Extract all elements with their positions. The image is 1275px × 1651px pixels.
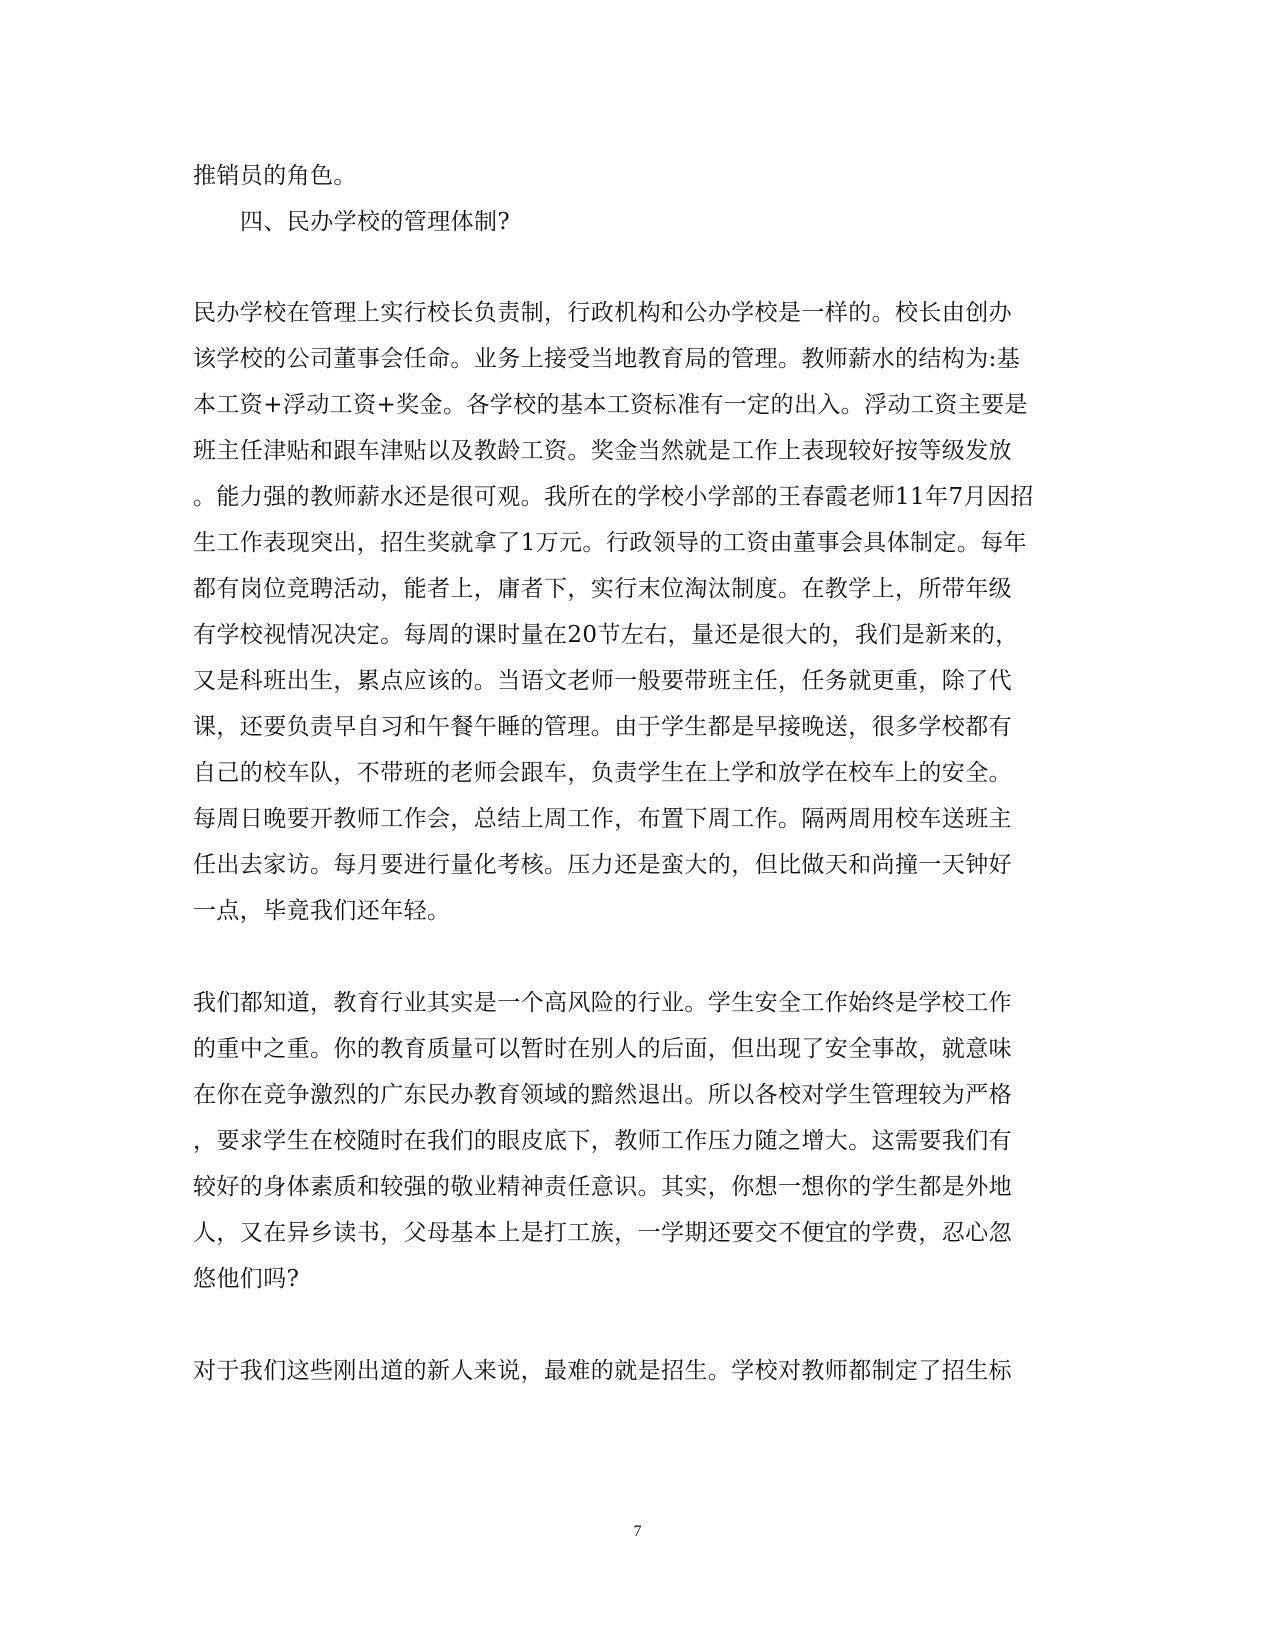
text-line: 每周日晚要开教师工作会，总结上周工作，布置下周工作。隔两周用校车送班主 <box>193 806 1012 832</box>
text-line: 自己的校车队，不带班的老师会跟车，负责学生在上学和放学在校车上的安全。 <box>193 760 1012 786</box>
page-number: 7 <box>633 1523 642 1540</box>
text-line: 任出去家访。每月要进行量化考核。压力还是蛮大的，但比做天和尚撞一天钟好 <box>193 852 1012 878</box>
text-line: 生工作表现突出，招生奖就拿了1万元。行政领导的工资由董事会具体制定。每年 <box>193 530 1028 556</box>
text-line: 对于我们这些刚出道的新人来说，最难的就是招生。学校对教师都制定了招生标 <box>193 1358 1012 1384</box>
text-line: 推销员的角色。 <box>193 163 357 189</box>
text-line: 较好的身体素质和较强的敬业精神责任意识。其实，你想一想你的学生都是外地 <box>193 1174 1012 1200</box>
text-line: 又是科班出生，累点应该的。当语文老师一般要带班主任，任务就更重，除了代 <box>193 668 1012 694</box>
text-line: 的重中之重。你的教育质量可以暂时在别人的后面，但出现了安全事故，就意味 <box>193 1036 1012 1062</box>
text-line: 本工资+浮动工资+奖金。各学校的基本工资标准有一定的出入。浮动工资主要是 <box>193 392 1028 418</box>
text-line: 有学校视情况决定。每周的课时量在20节左右，量还是很大的，我们是新来的， <box>193 622 1019 648</box>
text-line: 民办学校在管理上实行校长负责制，行政机构和公办学校是一样的。校长由创办 <box>193 300 1012 326</box>
text-line: 一点，毕竟我们还年轻。 <box>193 898 451 924</box>
text-line: 。能力强的教师薪水还是很可观。我所在的学校小学部的王春霞老师11年7月因招 <box>193 484 1034 510</box>
text-line: 课，还要负责早自习和午餐午睡的管理。由于学生都是早接晚送，很多学校都有 <box>193 714 1012 740</box>
text-line: 在你在竞争激烈的广东民办教育领域的黯然退出。所以各校对学生管理较为严格 <box>193 1082 1012 1108</box>
section-heading: 四、民办学校的管理体制? <box>240 209 511 235</box>
text-line: 我们都知道，教育行业其实是一个高风险的行业。学生安全工作始终是学校工作 <box>193 990 1012 1016</box>
text-line: 班主任津贴和跟车津贴以及教龄工资。奖金当然就是工作上表现较好按等级发放 <box>193 438 1012 464</box>
text-line: 悠他们吗? <box>193 1266 300 1292</box>
text-line: 人，又在异乡读书，父母基本上是打工族，一学期还要交不便宜的学费，忍心忽 <box>193 1220 1012 1246</box>
text-line: 该学校的公司董事会任命。业务上接受当地教育局的管理。教师薪水的结构为:基 <box>193 346 1021 372</box>
text-line: ，要求学生在校随时在我们的眼皮底下，教师工作压力随之增大。这需要我们有 <box>193 1128 1012 1154</box>
text-line: 都有岗位竞聘活动，能者上，庸者下，实行末位淘汰制度。在教学上，所带年级 <box>193 576 1012 602</box>
